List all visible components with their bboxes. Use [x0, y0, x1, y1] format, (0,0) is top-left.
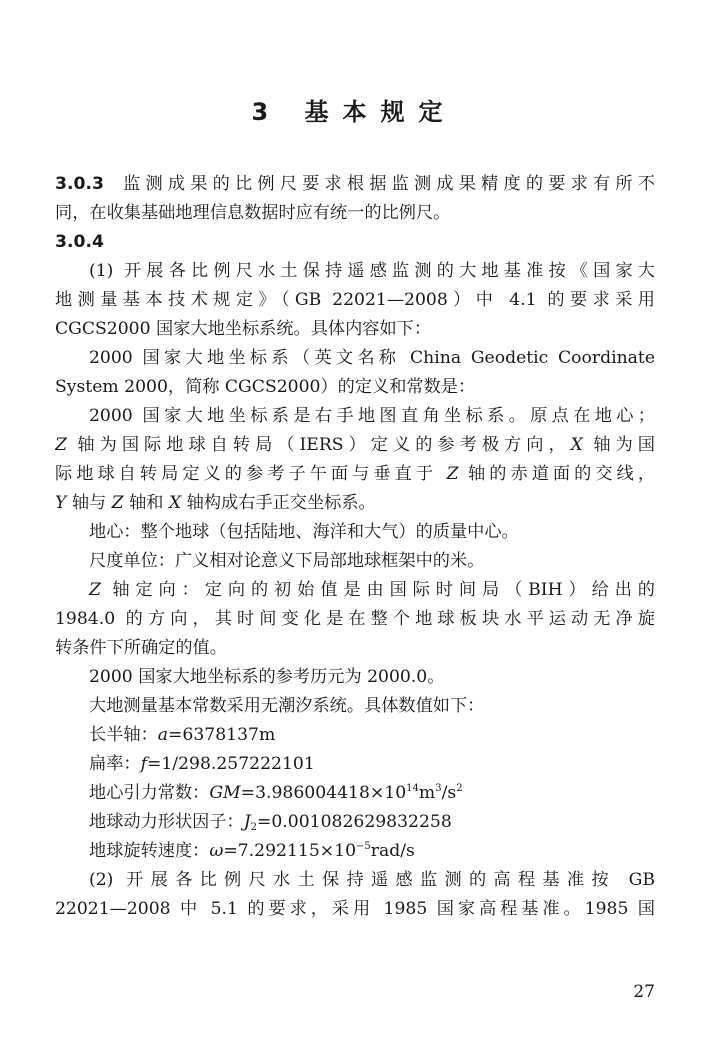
- para-9-line-1: (2) 开展各比例尺水土保持遥感监测的高程基准按 GB: [89, 870, 655, 890]
- const-semi-major-axis: 长半轴：a=6378137m: [89, 725, 276, 745]
- const-dynamic-form-factor: 地球动力形状因子：$J_2=0.001082629832258$: [89, 812, 452, 833]
- para-4: 地心：整个地球（包括陆地、海洋和大气）的质量中心。: [89, 522, 519, 542]
- clause-3-0-3-line-1: 3.0.3 监测成果的比例尺要求根据监测成果精度的要求有所不: [55, 174, 655, 194]
- clause-3-0-4-heading: [55, 228, 655, 257]
- para-1-line-2: 地测量基本技术规定》（GB 22021—2008）中 4.1 的要求采用: [55, 290, 655, 310]
- para-6-line-1: Z 轴定向：定向的初始值是由国际时间局（BIH）给出的: [89, 580, 655, 600]
- para-3-line-3: 际地球自转局定义的参考子午面与垂直于 Z 轴的赤道面的交线，: [55, 464, 655, 484]
- clause-number: 3.0.3: [55, 174, 104, 194]
- const-gravitational: 地心引力常数：$GM=3.986004418\times 10^{14}m^3/s^2$: [89, 783, 463, 803]
- body-text: [55, 170, 655, 924]
- para-9-line-2: 22021—2008 中 5.1 的要求，采用 1985 国家高程基准。1985 国: [55, 899, 655, 919]
- para-2-line-2: System 2000，简称 CGCS2000）的定义和常数是：: [55, 377, 476, 397]
- chapter-title: 3 基本规定: [251, 98, 457, 126]
- para-2-line-1: 2000 国家大地坐标系（英文名称 China Geodetic Coordinate: [89, 348, 655, 368]
- clause-number: 3.0.4: [55, 232, 104, 252]
- para-7: 2000 国家大地坐标系的参考历元为 2000.0。: [89, 667, 445, 687]
- clause-3-0-3-line-2: 同，在收集基础地理信息数据时应有统一的比例尺。: [55, 203, 451, 223]
- para-6-line-3: 转条件下所确定的值。: [55, 638, 227, 658]
- const-rotation-rate: 地球旋转速度：$\omega=7.292115\times 10^{-5}rad/s$: [89, 841, 415, 861]
- para-3-line-1: 2000 国家大地坐标系是右手地图直角坐标系。原点在地心；: [89, 406, 655, 426]
- para-3-line-2: Z 轴为国际地球自转局（IERS）定义的参考极方向，X 轴为国: [55, 435, 655, 455]
- para-3-line-4: Y 轴与 Z 轴和 X 轴构成右手正交坐标系。: [55, 493, 376, 513]
- para-6-line-2: 1984.0 的方向，其时间变化是在整个地球板块水平运动无净旋: [55, 609, 655, 629]
- para-8: 大地测量基本常数采用无潮汐系统。具体数值如下：: [89, 696, 485, 716]
- para-1-line-1: (1) 开展各比例尺水土保持遥感监测的大地基准按《国家大: [89, 261, 655, 281]
- const-flattening: 扁率：f=1/298.257222101: [89, 754, 315, 774]
- para-5: 尺度单位：广义相对论意义下局部地球框架中的米。: [89, 551, 485, 571]
- page-number: 27: [633, 982, 655, 1002]
- para-1-line-3: CGCS2000 国家大地坐标系统。具体内容如下：: [55, 319, 432, 339]
